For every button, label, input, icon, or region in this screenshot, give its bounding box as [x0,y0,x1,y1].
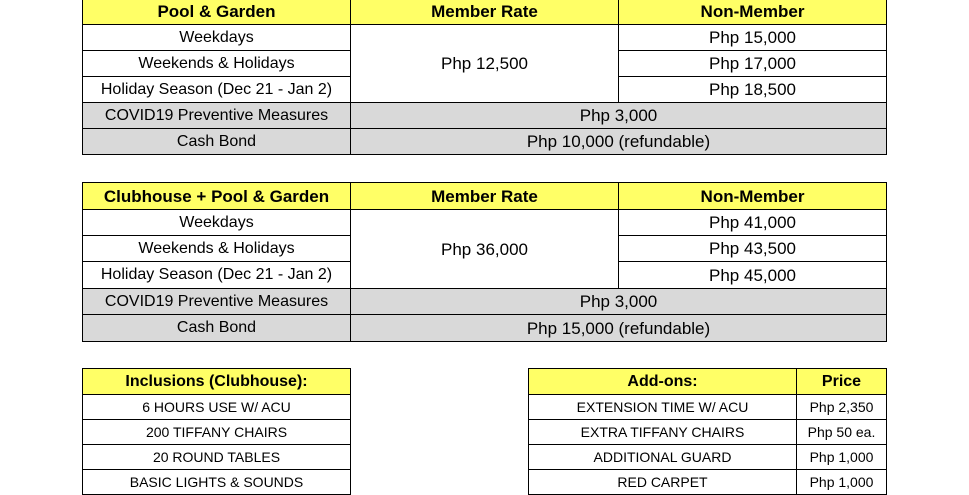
covid-value: Php 3,000 [351,103,887,129]
clubhouse-pool-header: Clubhouse + Pool & Garden [83,183,351,210]
member-rate-header: Member Rate [351,0,619,25]
inclusion-item: 6 HOURS USE W/ ACU [83,395,351,420]
non-member-header: Non-Member [619,0,887,25]
addons-header: Add-ons: [529,369,797,395]
weekends-non-member-rate: Php 43,500 [619,236,887,262]
inclusion-item: 20 ROUND TABLES [83,445,351,470]
weekdays-non-member-rate: Php 15,000 [619,25,887,51]
holiday-season-label: Holiday Season (Dec 21 - Jan 2) [83,77,351,103]
cash-bond-value: Php 15,000 (refundable) [351,315,887,342]
pool-garden-header: Pool & Garden [83,0,351,25]
inclusion-item: BASIC LIGHTS & SOUNDS [83,470,351,495]
addon-name: EXTRA TIFFANY CHAIRS [529,420,797,445]
inclusions-header: Inclusions (Clubhouse): [83,369,351,395]
addon-price: Php 1,000 [797,470,887,495]
weekends-holidays-label: Weekends & Holidays [83,51,351,77]
covid-label: COVID19 Preventive Measures [83,289,351,315]
weekends-non-member-rate: Php 17,000 [619,51,887,77]
covid-value: Php 3,000 [351,289,887,315]
addon-name: ADDITIONAL GUARD [529,445,797,470]
addon-name: RED CARPET [529,470,797,495]
member-rate-value: Php 36,000 [351,210,619,289]
weekdays-label: Weekdays [83,25,351,51]
weekdays-label: Weekdays [83,210,351,236]
member-rate-value: Php 12,500 [351,25,619,103]
addons-table [528,368,887,495]
addon-name: EXTENSION TIME W/ ACU [529,395,797,420]
inclusions-table [82,368,351,495]
cash-bond-value: Php 10,000 (refundable) [351,129,887,155]
clubhouse-pool-rate-table [82,182,887,342]
price-header: Price [797,369,887,395]
weekends-holidays-label: Weekends & Holidays [83,236,351,262]
addon-price: Php 50 ea. [797,420,887,445]
holiday-non-member-rate: Php 45,000 [619,262,887,289]
weekdays-non-member-rate: Php 41,000 [619,210,887,236]
inclusion-item: 200 TIFFANY CHAIRS [83,420,351,445]
addon-price: Php 2,350 [797,395,887,420]
holiday-season-label: Holiday Season (Dec 21 - Jan 2) [83,262,351,289]
covid-label: COVID19 Preventive Measures [83,103,351,129]
non-member-header: Non-Member [619,183,887,210]
holiday-non-member-rate: Php 18,500 [619,77,887,103]
cash-bond-label: Cash Bond [83,315,351,342]
pool-garden-rate-table [82,0,887,155]
addon-price: Php 1,000 [797,445,887,470]
member-rate-header: Member Rate [351,183,619,210]
cash-bond-label: Cash Bond [83,129,351,155]
